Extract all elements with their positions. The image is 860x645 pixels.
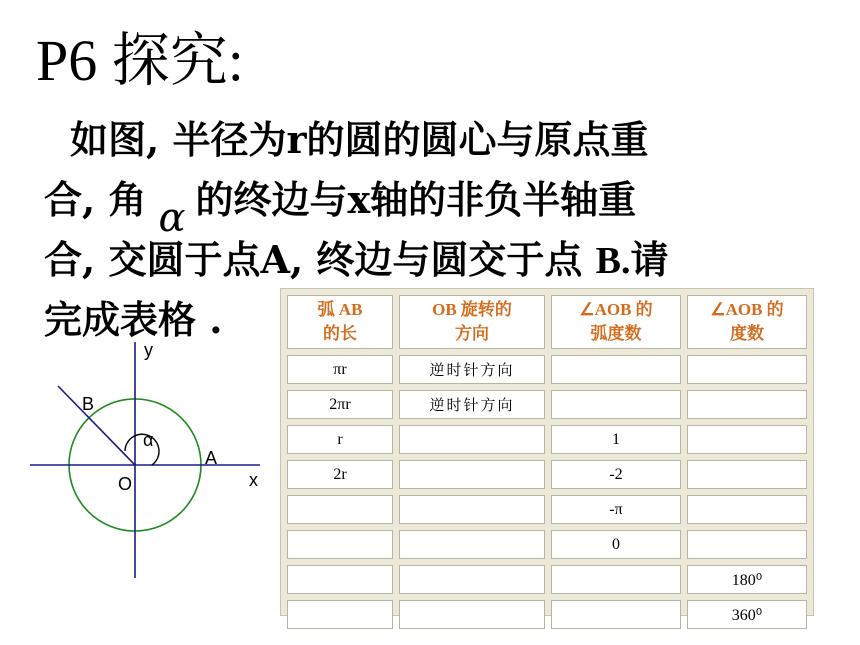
header-arc-length-line2: 的长	[323, 324, 357, 343]
direction-cell	[399, 495, 545, 524]
answer-table	[281, 289, 813, 635]
degree-cell	[687, 425, 807, 454]
table-body	[287, 355, 807, 629]
arc-length-cell: 2r	[287, 460, 393, 489]
header-degree-measure-line2: 度数	[730, 324, 764, 343]
radian-cell: 1	[551, 425, 681, 454]
arc-length-cell: r	[287, 425, 393, 454]
x-axis-label: x	[249, 470, 258, 490]
header-degree-measure	[687, 295, 807, 349]
paragraph-line-2	[44, 170, 804, 241]
degree-cell	[687, 530, 807, 559]
unit-circle-diagram	[28, 338, 268, 588]
table-row	[287, 565, 807, 594]
direction-cell	[399, 530, 545, 559]
table-header-row	[287, 295, 807, 349]
header-degree-measure-line1: ∠AOB 的	[710, 300, 784, 319]
slide-title: P6 探究:	[36, 28, 244, 93]
unit-circle-figure	[28, 338, 268, 588]
direction-cell	[399, 460, 545, 489]
table-row	[287, 530, 807, 559]
direction-cell	[399, 600, 545, 629]
point-b-figure-label: B	[82, 394, 95, 414]
radian-cell: 0	[551, 530, 681, 559]
header-rotation-direction	[399, 295, 545, 349]
header-arc-length-line1: 弧 AB	[317, 300, 363, 319]
answer-table-frame	[280, 288, 814, 624]
point-a-label: A	[205, 448, 218, 468]
arc-length-cell	[287, 565, 393, 594]
direction-cell	[399, 425, 545, 454]
arc-length-cell	[287, 600, 393, 629]
alpha-symbol: α	[158, 195, 186, 241]
degree-cell	[687, 355, 807, 384]
header-radian-measure-line2: 弧度数	[590, 324, 642, 343]
paragraph-line-3-start: 合, 交圆于点A, 终边与圆交于点	[44, 237, 596, 282]
degree-cell	[687, 460, 807, 489]
degree-cell: 360⁰	[687, 600, 807, 629]
arc-length-cell	[287, 495, 393, 524]
table-row	[287, 600, 807, 629]
paragraph-line-3-end: 请	[630, 237, 669, 282]
origin-label: O	[118, 474, 133, 494]
direction-cell	[399, 565, 545, 594]
arc-length-cell: πr	[287, 355, 393, 384]
radian-cell	[551, 565, 681, 594]
radian-cell	[551, 355, 681, 384]
degree-cell: 180⁰	[687, 565, 807, 594]
header-rotation-direction-line1: OB 旋转的	[432, 300, 512, 319]
table-row	[287, 390, 807, 419]
radian-cell	[551, 600, 681, 629]
paragraph-line-2-start: 合, 角	[44, 177, 147, 222]
header-rotation-direction-line2: 方向	[455, 324, 489, 343]
table-row	[287, 495, 807, 524]
degree-cell	[687, 495, 807, 524]
direction-cell: 逆时针方向	[399, 390, 545, 419]
radian-cell: -π	[551, 495, 681, 524]
header-arc-length	[287, 295, 393, 349]
direction-cell: 逆时针方向	[399, 355, 545, 384]
header-radian-measure	[551, 295, 681, 349]
table-row	[287, 355, 807, 384]
header-radian-measure-line1: ∠AOB 的	[579, 300, 653, 319]
radian-cell: -2	[551, 460, 681, 489]
table-row	[287, 425, 807, 454]
alpha-angle-label: α	[143, 430, 154, 450]
paragraph-line-2-end: 的终边与x轴的非负半轴重	[195, 177, 637, 222]
point-b-label: B.	[595, 240, 631, 282]
radian-cell	[551, 390, 681, 419]
paragraph-line-4: 完成表格 .	[44, 297, 223, 342]
paragraph-line-1: 如图, 半径为r的圆的圆心与原点重	[70, 117, 649, 162]
arc-length-cell: 2πr	[287, 390, 393, 419]
degree-cell	[687, 390, 807, 419]
y-axis-label: y	[144, 340, 153, 360]
table-row	[287, 460, 807, 489]
arc-length-cell	[287, 530, 393, 559]
